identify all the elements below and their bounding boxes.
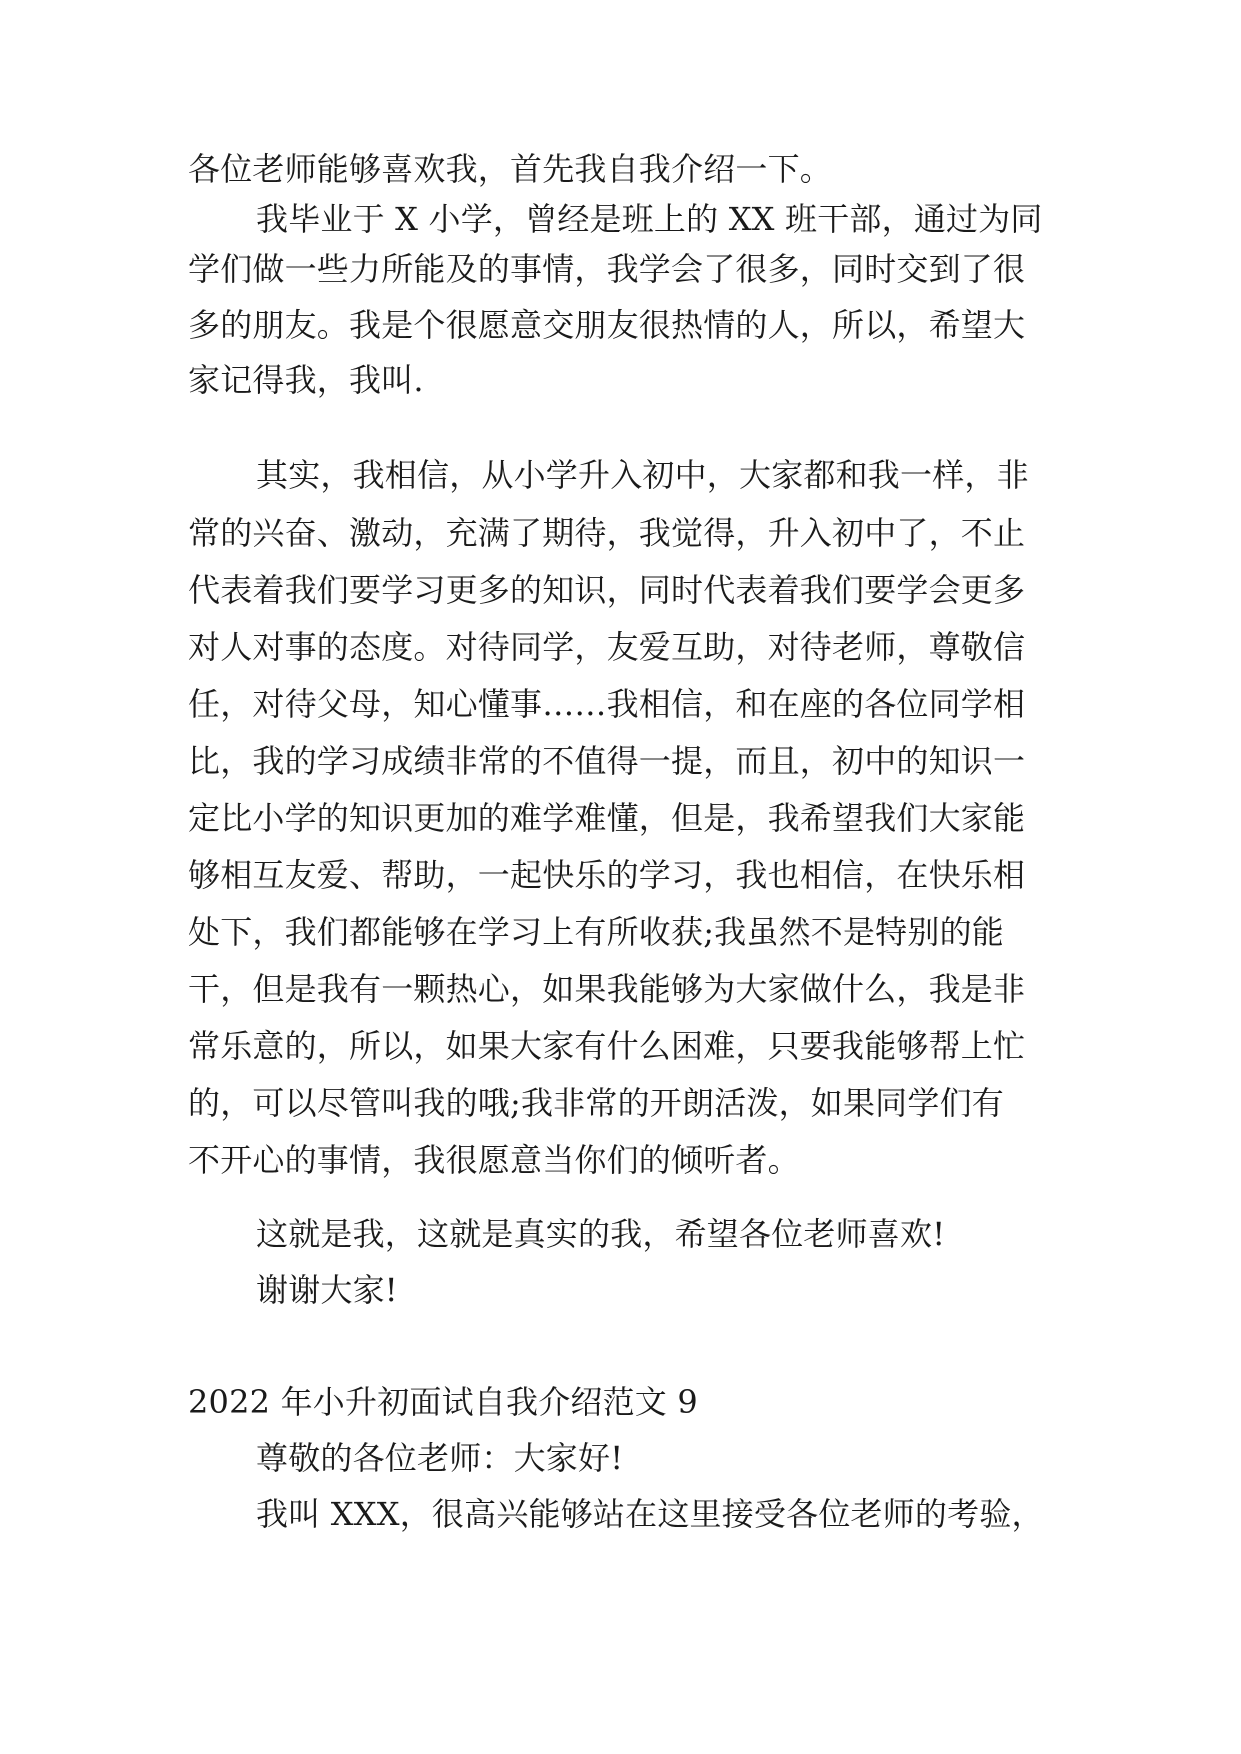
paragraph-line: 这就是我，这就是真实的我，希望各位老师喜欢! (256, 1215, 946, 1253)
paragraph-line: 各位老师能够喜欢我，首先我自我介绍一下。 (188, 150, 833, 188)
paragraph-line: 定比小学的知识更加的难学难懂，但是，我希望我们大家能 (188, 799, 1026, 837)
paragraph-line: 我毕业于 X 小学，曾经是班上的 XX 班干部，通过为同 (256, 200, 1043, 238)
paragraph-line: 不开心的事情，我很愿意当你们的倾听者。 (188, 1141, 800, 1179)
paragraph-line: 常的兴奋、激动，充满了期待，我觉得，升入初中了，不止 (188, 514, 1026, 552)
paragraph-line: 常乐意的，所以，如果大家有什么困难，只要我能够帮上忙 (188, 1027, 1026, 1065)
paragraph-line: 谢谢大家! (256, 1271, 398, 1309)
paragraph-line: 代表着我们要学习更多的知识，同时代表着我们要学会更多 (188, 571, 1026, 609)
paragraph-line: 多的朋友。我是个很愿意交朋友很热情的人，所以，希望大 (188, 306, 1026, 344)
paragraph-line: 我叫 XXX，很高兴能够站在这里接受各位老师的考验， (256, 1495, 1044, 1533)
paragraph-line: 干，但是我有一颗热心，如果我能够为大家做什么，我是非 (188, 970, 1026, 1008)
paragraph-line: 处下，我们都能够在学习上有所收获;我虽然不是特别的能 (188, 913, 1004, 951)
section-heading: 2022 年小升初面试自我介绍范文 9 (188, 1383, 698, 1421)
paragraph-line: 够相互友爱、帮助，一起快乐的学习，我也相信，在快乐相 (188, 856, 1026, 894)
paragraph-line: 比，我的学习成绩非常的不值得一提，而且，初中的知识一 (188, 742, 1026, 780)
paragraph-line: 对人对事的态度。对待同学，友爱互助，对待老师，尊敬信 (188, 628, 1026, 666)
paragraph-line: 学们做一些力所能及的事情，我学会了很多，同时交到了很 (188, 250, 1026, 288)
paragraph-line: 任，对待父母，知心懂事……我相信，和在座的各位同学相 (188, 685, 1026, 723)
paragraph-line: 家记得我，我叫. (188, 361, 424, 399)
paragraph-line: 的，可以尽管叫我的哦;我非常的开朗活泼，如果同学们有 (188, 1084, 1004, 1122)
paragraph-line: 尊敬的各位老师：大家好! (256, 1439, 624, 1477)
paragraph-line: 其实，我相信，从小学升入初中，大家都和我一样，非 (256, 456, 1029, 494)
